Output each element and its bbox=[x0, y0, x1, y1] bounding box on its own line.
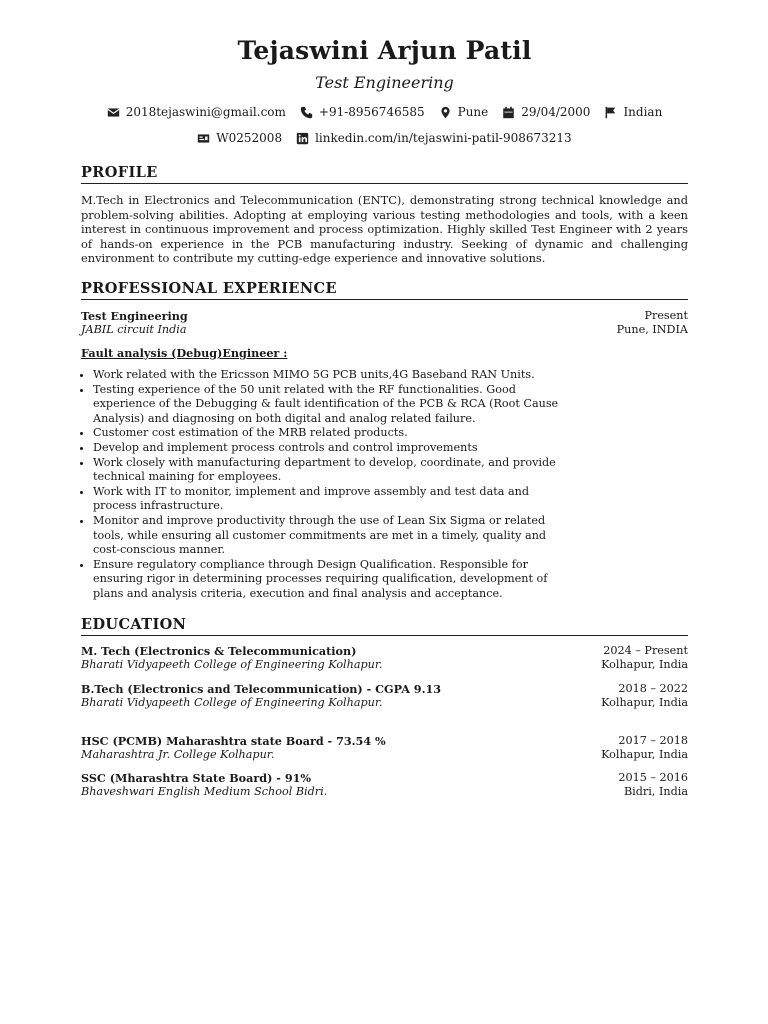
duty-item: • Testing experience of the 50 unit related with the RF functionalities. Good experience of the Debugging & fault identification of the PCB & RCA (Root Cause Analysis) and diagnosing on both digital and analog related failure. bbox=[93, 383, 563, 427]
duty-item: • Work closely with manufacturing department to develop, coordinate, and provide technical maining for employees. bbox=[93, 456, 563, 485]
degree-title: HSC (PCMB) Maharashtra state Board - 73.54 % bbox=[81, 734, 386, 748]
duties-list bbox=[81, 368, 563, 602]
envelope-icon bbox=[107, 106, 120, 119]
degree-title: B.Tech (Electronics and Telecommunication) - CGPA 9.13 bbox=[81, 682, 442, 696]
job-date: Present bbox=[644, 309, 688, 322]
education-entry bbox=[81, 734, 688, 763]
duty-item: • Ensure regulatory compliance through Design Qualification. Responsible for ensuring rigor in determining processes requiring qualification, development of plans and analysis criteria, execution and final analysis and acceptance. bbox=[93, 558, 563, 602]
job-title: Test Engineering bbox=[81, 309, 188, 323]
school-name: Bhaveshwari English Medium School Bidri. bbox=[81, 785, 328, 799]
location-pin-icon bbox=[439, 106, 452, 119]
education-date: 2017 – 2018 bbox=[618, 734, 688, 747]
duty-item: • Work related with the Ericsson MIMO 5G PCB units,4G Baseband RAN Units. bbox=[93, 368, 563, 383]
phone-icon bbox=[300, 106, 313, 119]
duty-item: • Customer cost estimation of the MRB related products. bbox=[93, 426, 563, 441]
duty-item: • Work with IT to monitor, implement and improve assembly and test data and process infrastructure. bbox=[93, 485, 563, 514]
job-location: Pune, INDIA bbox=[616, 323, 688, 337]
contact-birthdate: 29/04/2000 bbox=[502, 105, 590, 119]
education-date: 2015 – 2016 bbox=[618, 771, 688, 784]
job-role: Fault analysis (Debug)Engineer : bbox=[81, 346, 288, 360]
candidate-headline: Test Engineering bbox=[315, 73, 454, 92]
duty-item: • Develop and implement process controls and control improvements bbox=[93, 441, 563, 456]
contact-nationality: Indian bbox=[604, 105, 662, 119]
company-name: JABIL circuit India bbox=[81, 323, 187, 337]
duty-item: • Monitor and improve productivity through the use of Lean Six Sigma or related tools, while ensuring all customer commitments are met in a timely, quality and cost-conscious manner. bbox=[93, 514, 563, 558]
contact-phone[interactable]: +91-8956746585 bbox=[300, 105, 425, 119]
linkedin-icon bbox=[296, 132, 309, 145]
profile-summary: M.Tech in Electronics and Telecommunication (ENTC), demonstrating strong technical knowledge and problem-solving abilities. Adopting at employing various testing methodologies and tools, with a keen interest in continuous improvement and process optimization. Highly skilled Test Engineer with 2 years of hands-on experience in the PCB manufacturing industry. Seeking of dynamic and challenging environment to contribute my cutting-edge experience and innovative solutions. bbox=[81, 193, 688, 266]
school-name: Maharashtra Jr. College Kolhapur. bbox=[81, 748, 275, 762]
education-entry bbox=[81, 771, 688, 800]
education-section-title: EDUCATION bbox=[81, 616, 688, 636]
education-location: Bidri, India bbox=[623, 785, 688, 799]
school-name: Bharati Vidyapeeth College of Engineering Kolhapur. bbox=[81, 658, 383, 672]
experience-section-title: PROFESSIONAL EXPERIENCE bbox=[81, 280, 688, 300]
education-location: Kolhapur, India bbox=[601, 696, 688, 710]
profile-section-title: PROFILE bbox=[81, 164, 688, 184]
contact-location: Pune bbox=[439, 105, 489, 119]
contact-email[interactable]: 2018tejaswini@gmail.com bbox=[107, 105, 286, 119]
contact-row-secondary bbox=[81, 131, 688, 145]
flag-icon bbox=[604, 106, 617, 119]
school-name: Bharati Vidyapeeth College of Engineering Kolhapur. bbox=[81, 696, 383, 710]
contact-row-primary bbox=[81, 105, 688, 119]
education-entry bbox=[81, 644, 688, 673]
education-date: 2024 – Present bbox=[603, 644, 688, 657]
education-entry bbox=[81, 682, 688, 711]
candidate-name: Tejaswini Arjun Patil bbox=[237, 36, 532, 65]
education-location: Kolhapur, India bbox=[601, 748, 688, 762]
id-card-icon bbox=[197, 132, 210, 145]
education-location: Kolhapur, India bbox=[601, 658, 688, 672]
calendar-icon bbox=[502, 106, 515, 119]
experience-entry bbox=[81, 309, 688, 338]
degree-title: SSC (Mharashtra State Board) - 91% bbox=[81, 771, 312, 785]
contact-linkedin[interactable]: linkedin.com/in/tejaswini-patil-908673213 bbox=[296, 131, 572, 145]
education-date: 2018 – 2022 bbox=[618, 682, 688, 695]
degree-title: M. Tech (Electronics & Telecommunication) bbox=[81, 644, 357, 658]
contact-id: W0252008 bbox=[197, 131, 282, 145]
